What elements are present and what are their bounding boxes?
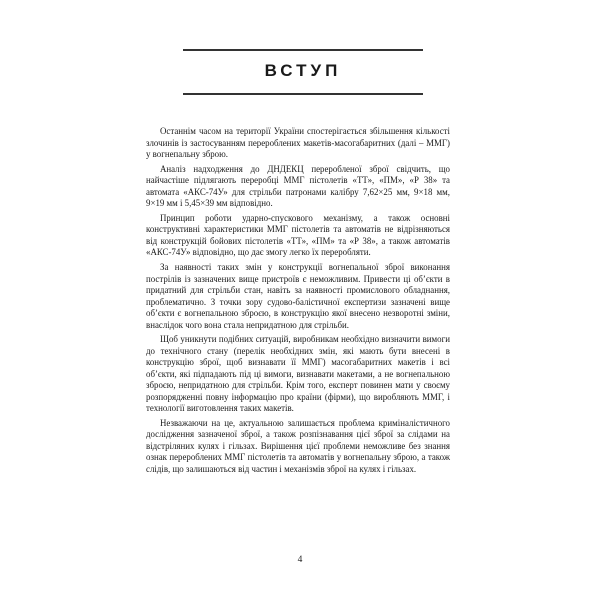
- paragraph: Незважаючи на це, актуальною залишається проблема криміналістичного дослідження зазначеної зброї, а також розпізнавання цієї зброї за слідами на відстріляних кулях і гільзах. Вирішення цієї проблеми неможливе без знання ознак перероблених ММГ пістолетів та автоматів у вогнепальну зброю, а також слідів, що залишаються від частин і механізмів зброї на кулях і гільзах.: [146, 417, 450, 474]
- page-number: 4: [297, 555, 303, 565]
- chapter-heading: ВСТУП: [264, 61, 342, 80]
- paragraph: Принцип роботи ударно-спускового механізму, а також основні конструктивні характеристики ММГ пістолетів та автоматів не відрізняються від конструкцій бойових пістолетів «ТТ», «ПМ» та «Р 38», а також автоматів «АКС-74У» відповідно, що дає змогу легко їх переробляти.: [146, 212, 450, 258]
- paragraph: Аналіз надходження до ДНДЕКЦ переробленої зброї свідчить, що найчастіше підлягають переробці ММГ пістолетів «ТТ», «ПМ», «Р 38» та автомата «АКС-74У» для стрільби патронами калібру 7,62×25 мм, 9×18 мм, 9×19 мм і 5,45×39 мм відповідно.: [146, 163, 450, 209]
- paragraph: Щоб уникнути подібних ситуацій, виробникам необхідно визначити вимоги до технічного стану (перелік необхідних змін, які мають бути внесені в конструкцію зброї, щоб визнавати її ММГ) масогабаритних макетів і всі об’єкти, які підпадають під ці вимоги, визнавати макетами, а не вогнепальною зброєю, непридатною для стрільби. Крім того, експерт повинен мати у своєму розпорядженні повну інформацію про країни (фірми), що виробляють ММГ, і технології виготовлення таких макетів.: [146, 334, 450, 414]
- heading-top-rule: [183, 49, 423, 51]
- heading-bottom-rule: [183, 93, 423, 95]
- paragraph: За наявності таких змін у конструкції вогнепальної зброї виконання пострілів із зазначених вище пристроїв є неможливим. Привести ці об’єкти в придатний для стрільби стан, навіть за наявності промислового обладнання, проблематично. З точки зору судово-балістичної експертизи зазначені вище об’єкти є вогнепальною зброєю, в конструкцію якої внесено незворотні зміни, внаслідок чого вона стала непридатною для стрільби.: [146, 262, 450, 330]
- paragraph: Останнім часом на території України спостерігається збільшення кількості злочинів із застосуванням перероблених макетів-масогабаритних (далі – ММГ) у вогнепальну зброю.: [146, 126, 450, 159]
- body-text: [146, 126, 450, 479]
